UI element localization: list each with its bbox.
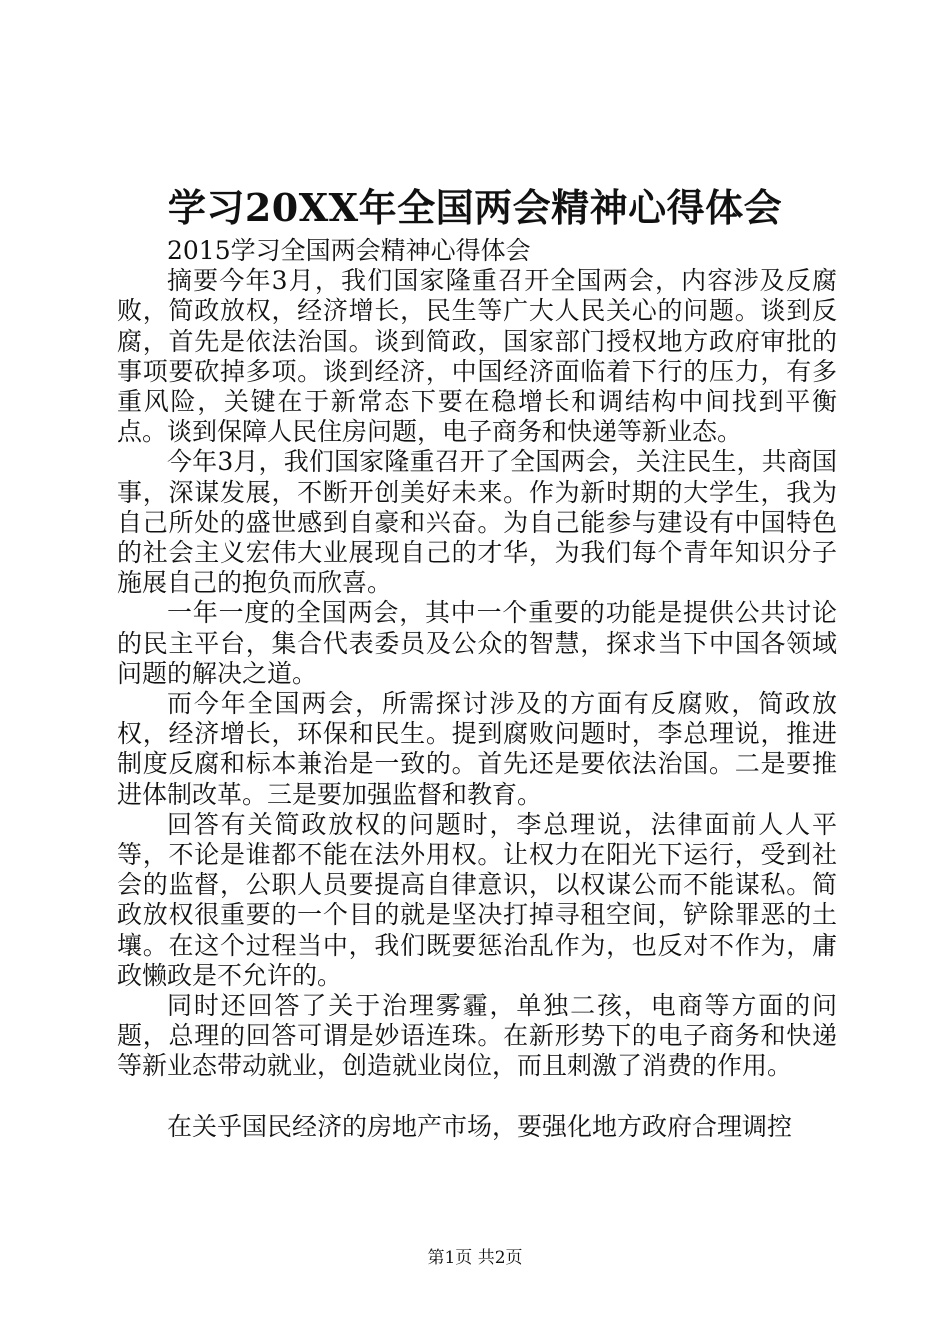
body-paragraph: 今年3月，我们国家隆重召开了全国两会，关注民生，共商国事，深谋发展，不断开创美好未来。作为新时期的大学生，我为自己所处的盛世感到自豪和兴奋。为自己能参与建设有中国特色的社会主义宏伟大业展现自己的才华，为我们每个青年知识分子施展自己的抱负而欣喜。 — [117, 447, 837, 598]
body-paragraph: 回答有关简政放权的问题时，李总理说，法律面前人人平等，不论是谁都不能在法外用权。让权力在阳光下运行，受到社会的监督，公职人员要提高自律意识，以权谋公而不能谋私。简政放权很重要的一个目的就是坚决打掉寻租空间，铲除罪恶的土壤。在这个过程当中，我们既要惩治乱作为，也反对不作为，庸政懒政是不允许的。 — [117, 809, 837, 990]
subtitle-paragraph: 2015学习全国两会精神心得体会 — [167, 236, 531, 265]
body-paragraph: 在关乎国民经济的房地产市场，要强化地方政府合理调控 — [167, 1111, 793, 1141]
body-paragraph: 一年一度的全国两会，其中一个重要的功能是提供公共讨论的民主平台，集合代表委员及公众的智慧，探求当下中国各领域问题的解决之道。 — [117, 598, 837, 688]
abstract-paragraph: 摘要今年3月，我们国家隆重召开全国两会，内容涉及反腐败，简政放权，经济增长，民生等广大人民关心的问题。谈到反腐，首先是依法治国。谈到简政，国家部门授权地方政府审批的事项要砍掉多项。谈到经济，中国经济面临着下行的压力，有多重风险，关键在于新常态下要在稳增长和调结构中间找到平衡点。谈到保障人民住房问题，电子商务和快递等新业态。 — [117, 266, 837, 447]
page-footer: 第1页 共2页 — [427, 1248, 523, 1268]
document-title: 学习20XX年全国两会精神心得体会 — [167, 185, 783, 230]
body-paragraph: 同时还回答了关于治理雾霾，单独二孩，电商等方面的问题，总理的回答可谓是妙语连珠。在新形势下的电子商务和快递等新业态带动就业，创造就业岗位，而且刺激了消费的作用。 — [117, 991, 837, 1081]
document-body — [117, 236, 837, 1142]
body-paragraph: 而今年全国两会，所需探讨涉及的方面有反腐败，简政放权，经济增长，环保和民生。提到腐败问题时，李总理说，推进制度反腐和标本兼治是一致的。首先还是要依法治国。二是要推进体制改革。三是要加强监督和教育。 — [117, 689, 837, 809]
